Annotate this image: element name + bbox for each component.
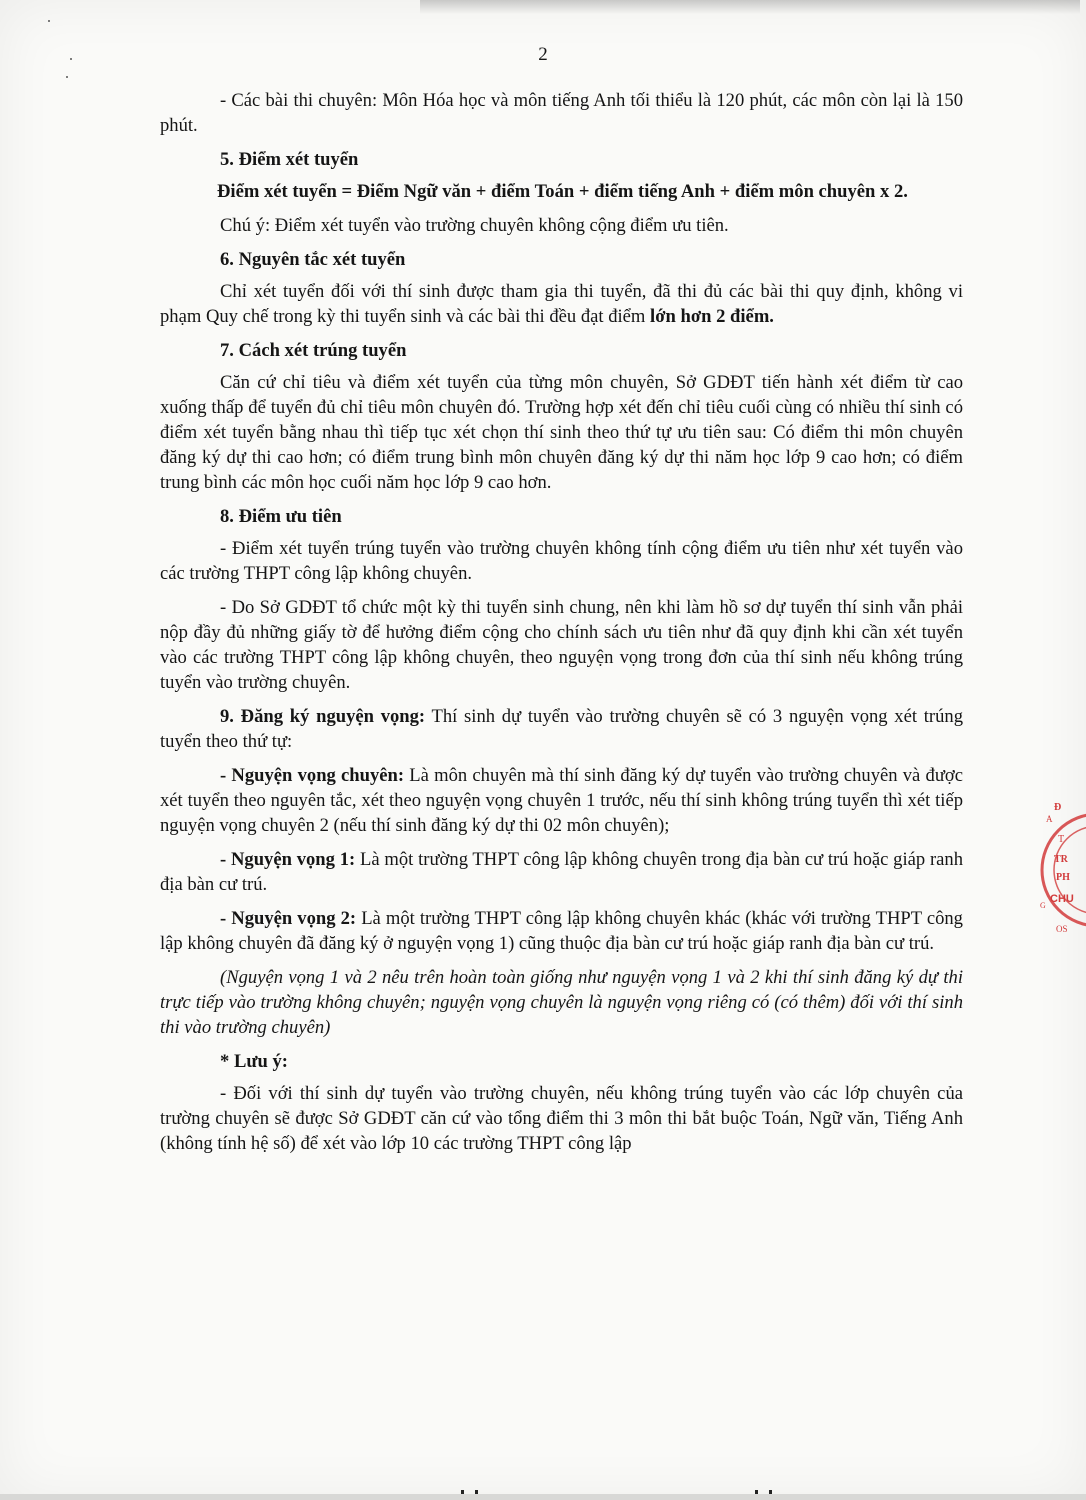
wish-1-text: Là một trường THPT công lập không chuyên trong địa bàn cư trú hoặc giáp ranh địa bàn cư trú. <box>160 849 963 895</box>
paragraph-last: - Đối với thí sinh dự tuyển vào trường chuyên, nếu không trúng tuyển vào các lớp chuyên của trường chuyên sẽ được Sở GDĐT căn cứ vào tổng điểm thi 3 môn thi bắt buộc Toán, Ngữ văn, Tiếng Anh (không tính hệ số) để xét vào lớp 10 các trường THPT công lập <box>160 1083 963 1154</box>
stamp-fragment: T <box>1058 834 1065 845</box>
wish-2-text: Là một trường THPT công lập không chuyên khác (khác với trường THPT công lập không chuyên đã đăng ký ở nguyện vọng 1) cũng thuộc địa bàn cư trú hoặc giáp ranh địa bàn cư trú. <box>160 908 963 954</box>
wish-specialized-label: - Nguyện vọng chuyên: <box>220 765 405 786</box>
stamp-fragment: CHU <box>1050 893 1074 905</box>
paragraph-italic-note: (Nguyện vọng 1 và 2 nêu trên hoàn toàn giống như nguyện vọng 1 và 2 khi thí sinh đăng ký dự thi trực tiếp vào trường không chuyên; nguyện vọng chuyên là nguyện vọng riêng có (có thêm) đối với thí sinh thi vào trường chuyên) <box>160 967 963 1038</box>
paragraph-selection: Căn cứ chỉ tiêu và điểm xét tuyển của từng môn chuyên, Sở GDĐT tiến hành xét điểm từ cao xuống thấp để tuyển đủ chỉ tiêu môn chuyên đó. Trường hợp xét đến chỉ tiêu cuối cùng có nhiều thí sinh có điểm xét tuyển bằng nhau thì tiếp tục xét chọn thí sinh theo thứ tự ưu tiên sau: Có điểm thi môn chuyên đăng ký dự thi cao hơn; có điểm trung bình môn chuyên đăng ký dự thi năm học lớp 9 cao hơn; có điểm trung bình các môn học cuối năm học lớp 9 cao hơn. <box>160 372 963 493</box>
paragraph-principles <box>160 279 963 329</box>
stamp-fragment: G <box>1040 901 1046 910</box>
page-number: 2 <box>538 44 548 65</box>
paragraph-wish-specialized <box>160 763 963 838</box>
document-body <box>160 88 963 1165</box>
wish-1-label: - Nguyện vọng 1: <box>220 849 356 870</box>
heading-note: * Lưu ý: <box>220 1051 288 1072</box>
scan-bottom-edge <box>0 1494 1086 1500</box>
heading-section-7: 7. Cách xét trúng tuyển <box>220 340 407 361</box>
paragraph-registration <box>160 704 963 754</box>
paragraph-priority-b: - Do Sở GDĐT tổ chức một kỳ thi tuyển sinh chung, nên khi làm hồ sơ dự tuyển thí sinh vẫn phải nộp đầy đủ những giấy tờ để hưởng điểm cộng cho chính sách ưu tiên như đã quy định khi cần xét tuyển vào các trường THPT công lập không chuyên, theo nguyện vọng trong đơn của thí sinh nếu không trúng tuyển vào trường chuyên. <box>160 597 963 693</box>
stamp-fragment: PH <box>1056 872 1070 883</box>
admission-score-formula: Điểm xét tuyển = Điểm Ngữ văn + điểm Toán + điểm tiếng Anh + điểm môn chuyên x 2. <box>217 181 908 202</box>
paragraph-priority-a: - Điểm xét tuyển trúng tuyển vào trường chuyên không tính cộng điểm ưu tiên như xét tuyển vào các trường THPT công lập không chuyên. <box>160 538 963 584</box>
stamp-fragment: A <box>1046 814 1053 824</box>
scan-speck <box>66 76 68 78</box>
registration-text: Thí sinh dự tuyển vào trường chuyên sẽ có 3 nguyện vọng xét trúng tuyển theo thứ tự: <box>160 706 963 752</box>
registration-heading: 9. Đăng ký nguyện vọng: <box>220 706 426 727</box>
scan-speck <box>48 20 50 22</box>
paragraph-wish-1 <box>160 847 963 897</box>
heading-section-8: 8. Điểm ưu tiên <box>220 506 342 527</box>
paragraph-note: Chú ý: Điểm xét tuyển vào trường chuyên không cộng điểm ưu tiên. <box>220 215 729 236</box>
wish-specialized-text: Là môn chuyên mà thí sinh đăng ký dự tuyển vào trường chuyên và được xét tuyển theo nguyên tắc, xét theo nguyện vọng chuyên 1 trước, nếu thí sinh không trúng tuyển thì xét tiếp nguyện vọng chuyên 2 (nếu thí sinh đăng ký dự thi 02 môn chuyên); <box>160 765 963 836</box>
red-seal-stamp <box>1036 790 1086 950</box>
principles-text: Chỉ xét tuyển đối với thí sinh được tham gia thi tuyển, đã thi đủ các bài thi quy định, không vi phạm Quy chế trong kỳ thi tuyển sinh và các bài thi đều đạt điểm <box>160 281 963 327</box>
paragraph-exam-duration: - Các bài thi chuyên: Môn Hóa học và môn tiếng Anh tối thiểu là 120 phút, các môn còn lại là 150 phút. <box>160 90 963 136</box>
wish-2-label: - Nguyện vọng 2: <box>220 908 357 929</box>
paragraph-wish-2 <box>160 906 963 956</box>
stamp-fragment: OS <box>1056 924 1068 934</box>
stamp-fragment: Đ <box>1054 802 1062 813</box>
principles-bold-text: lớn hơn 2 điểm. <box>650 306 774 327</box>
scan-edge-shadow <box>420 0 1080 14</box>
heading-section-6: 6. Nguyên tắc xét tuyển <box>220 249 406 270</box>
stamp-fragment: TR <box>1054 854 1068 865</box>
heading-section-5: 5. Điểm xét tuyển <box>220 149 359 170</box>
